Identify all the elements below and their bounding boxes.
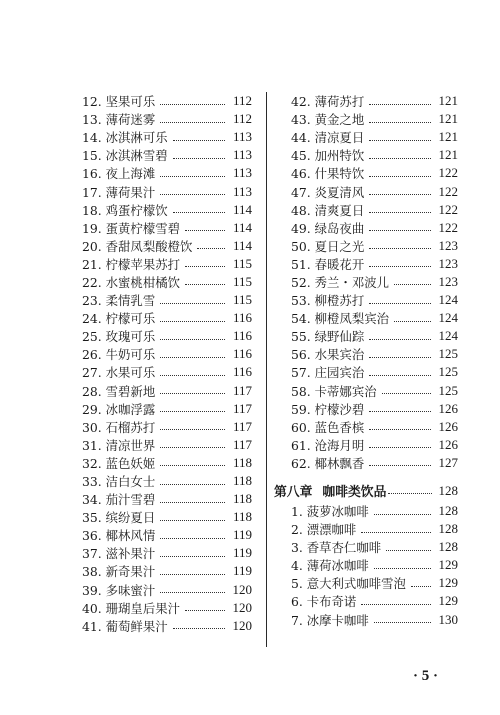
toc-entry[interactable] [82, 164, 252, 182]
dot-leader [374, 514, 431, 515]
toc-entry[interactable] [82, 345, 252, 363]
entry-title: 26. 牛奶可乐 [82, 347, 156, 363]
toc-entry[interactable] [274, 273, 458, 291]
entry-page: 112 [232, 111, 252, 127]
toc-entry[interactable] [274, 502, 458, 520]
entry-page: 118 [232, 491, 252, 507]
toc-entry[interactable] [82, 544, 252, 562]
dot-leader [369, 176, 431, 177]
toc-entry[interactable] [82, 255, 252, 273]
toc-entry[interactable] [274, 418, 458, 436]
dot-leader [160, 321, 225, 322]
entry-title: 24. 柠檬可乐 [82, 311, 156, 327]
toc-entry[interactable] [274, 201, 458, 219]
entry-page: 117 [232, 382, 252, 398]
toc-entry[interactable] [82, 599, 252, 617]
entry-page: 128 [438, 521, 458, 537]
toc-entry[interactable] [274, 164, 458, 182]
entry-title: 39. 多味蜜汁 [82, 582, 156, 598]
entry-title: 38. 新奇果汁 [82, 564, 156, 580]
dot-leader [369, 194, 431, 195]
toc-entry[interactable] [82, 92, 252, 110]
entry-page: 123 [438, 255, 458, 271]
entry-title: 12. 坚果可乐 [82, 94, 156, 110]
entry-page: 129 [438, 593, 458, 609]
entry-page: 114 [232, 237, 252, 253]
dot-leader [369, 411, 431, 412]
toc-entry[interactable] [274, 309, 458, 327]
dot-leader [369, 266, 431, 267]
entry-title: 41. 葡萄鲜果汁 [82, 618, 168, 634]
entry-title: 14. 冰淇淋可乐 [82, 130, 168, 146]
entry-title: 59. 柠檬沙碧 [291, 401, 365, 417]
toc-left-column [82, 92, 252, 635]
toc-entry[interactable] [82, 562, 252, 580]
column-divider [266, 92, 267, 647]
toc-entry[interactable] [82, 454, 252, 472]
dot-leader [185, 610, 225, 611]
entry-page: 125 [438, 382, 458, 398]
toc-entry[interactable] [82, 418, 252, 436]
entry-title: 62. 椰林飘香 [291, 455, 365, 471]
dot-leader [160, 574, 225, 575]
entry-page: 122 [438, 219, 458, 235]
entry-page: 120 [232, 581, 252, 597]
entry-page: 128 [438, 539, 458, 555]
entry-title: 1. 菠萝冰咖啡 [291, 504, 369, 520]
dot-leader [394, 321, 431, 322]
toc-entry[interactable] [82, 436, 252, 454]
entry-page: 125 [438, 364, 458, 380]
entry-page: 126 [438, 400, 458, 416]
toc-entry[interactable] [82, 146, 252, 164]
toc-entry[interactable] [274, 382, 458, 400]
toc-entry[interactable] [82, 237, 252, 255]
entry-title: 36. 椰林风情 [82, 528, 156, 544]
entry-title: 33. 洁白女士 [82, 474, 156, 490]
entry-page: 113 [232, 165, 252, 181]
entry-page: 121 [438, 93, 458, 109]
dot-leader [160, 411, 225, 412]
entry-page: 119 [232, 527, 252, 543]
entry-title: 60. 蓝色香槟 [291, 419, 365, 435]
dot-leader [361, 532, 431, 533]
toc-entry[interactable] [274, 592, 458, 610]
entry-page: 113 [232, 183, 252, 199]
entry-page: 130 [438, 611, 458, 627]
entry-title: 40. 珊瑚皇后果汁 [82, 600, 180, 616]
entry-page: 127 [438, 454, 458, 470]
toc-entry[interactable] [82, 508, 252, 526]
toc-entry[interactable] [274, 363, 458, 381]
dot-leader [411, 586, 431, 587]
entry-page: 129 [438, 557, 458, 573]
dot-leader [369, 122, 431, 123]
entry-title: 4. 薄荷冰咖啡 [291, 558, 369, 574]
entry-title: 22. 水蜜桃柑橘饮 [82, 274, 180, 290]
toc-entry[interactable] [82, 526, 252, 544]
entry-page: 116 [232, 364, 252, 380]
dot-leader [173, 212, 225, 213]
toc-entry[interactable] [82, 182, 252, 200]
toc-entry[interactable] [82, 201, 252, 219]
entry-title: 19. 蛋黄柠檬雪碧 [82, 220, 180, 236]
toc-entry[interactable] [82, 110, 252, 128]
entry-title: 54. 柳橙凤梨宾治 [291, 311, 389, 327]
dot-leader [369, 375, 431, 376]
entry-page: 119 [232, 545, 252, 561]
toc-right-entries [274, 92, 458, 472]
dot-leader [173, 628, 225, 629]
entry-title: 53. 柳橙苏打 [291, 293, 365, 309]
dot-leader [369, 339, 431, 340]
entry-page: 123 [438, 237, 458, 253]
dot-leader [369, 357, 431, 358]
dot-leader [185, 230, 225, 231]
dot-leader [160, 375, 225, 376]
entry-title: 35. 缤纷夏日 [82, 510, 156, 526]
entry-title: 2. 漂漂咖啡 [291, 522, 357, 538]
entry-title: 16. 夜上海滩 [82, 166, 156, 182]
entry-page: 113 [232, 129, 252, 145]
entry-page: 116 [232, 346, 252, 362]
dot-leader [369, 429, 431, 430]
entry-title: 45. 加州特饮 [291, 148, 365, 164]
entry-page: 122 [438, 165, 458, 181]
toc-entry[interactable] [274, 436, 458, 454]
dot-leader [160, 556, 225, 557]
page-number: · 5 · [413, 668, 439, 684]
toc-right-column [274, 92, 458, 629]
dot-leader [160, 357, 225, 358]
dot-leader [160, 104, 225, 105]
toc-entry[interactable] [82, 291, 252, 309]
toc-entry[interactable] [274, 146, 458, 164]
toc-entry[interactable] [274, 182, 458, 200]
toc-entry[interactable] [82, 309, 252, 327]
toc-entry[interactable] [274, 556, 458, 574]
entry-title: 44. 清凉夏日 [291, 130, 365, 146]
entry-page: 118 [232, 454, 252, 470]
dot-leader [374, 568, 431, 569]
entry-title: 18. 鸡蛋柠檬饮 [82, 202, 168, 218]
entry-title: 30. 石榴苏打 [82, 419, 156, 435]
entry-page: 121 [438, 111, 458, 127]
chapter-title: 咖啡类饮品 [322, 485, 387, 501]
entry-page: 117 [232, 418, 252, 434]
toc-entry[interactable] [274, 92, 458, 110]
entry-title: 21. 柠檬苹果苏打 [82, 256, 180, 272]
dot-leader [160, 447, 225, 448]
toc-entry[interactable] [82, 581, 252, 599]
dot-leader [160, 465, 225, 466]
dot-leader [197, 248, 225, 249]
entry-page: 115 [232, 255, 252, 271]
entry-page: 129 [438, 575, 458, 591]
entry-title: 51. 春暖花开 [291, 256, 365, 272]
dot-leader [185, 284, 225, 285]
entry-page: 120 [232, 599, 252, 615]
dot-leader [160, 484, 225, 485]
entry-title: 23. 柔情乳雪 [82, 293, 156, 309]
toc-entry[interactable] [82, 400, 252, 418]
toc-entry[interactable] [274, 327, 458, 345]
dot-leader [369, 248, 431, 249]
entry-title: 58. 卡蒂娜宾治 [291, 383, 377, 399]
dot-leader [160, 502, 225, 503]
dot-leader [386, 550, 431, 551]
dot-leader [369, 140, 431, 141]
dot-leader [369, 212, 431, 213]
dot-leader [374, 622, 431, 623]
chapter-entries [274, 502, 458, 629]
chapter-label: 第八章 [274, 485, 313, 501]
entry-page: 118 [232, 473, 252, 489]
entry-title: 43. 黄金之地 [291, 112, 365, 128]
toc-entry[interactable] [82, 128, 252, 146]
dot-leader [160, 393, 225, 394]
entry-page: 121 [438, 129, 458, 145]
entry-page: 112 [232, 93, 252, 109]
dot-leader [160, 194, 225, 195]
entry-title: 47. 炎夏清风 [291, 184, 365, 200]
entry-page: 116 [232, 328, 252, 344]
dot-leader [369, 158, 431, 159]
entry-title: 50. 夏日之光 [291, 238, 365, 254]
toc-entry[interactable] [82, 363, 252, 381]
entry-page: 120 [232, 617, 252, 633]
entry-title: 6. 卡布奇诺 [291, 594, 357, 610]
dot-leader [369, 303, 431, 304]
entry-title: 57. 庄园宾治 [291, 365, 365, 381]
entry-title: 3. 香草杏仁咖啡 [291, 540, 382, 556]
entry-title: 55. 绿野仙踪 [291, 329, 365, 345]
toc-entry[interactable] [274, 454, 458, 472]
toc-entry[interactable] [274, 520, 458, 538]
entry-title: 15. 冰淇淋雪碧 [82, 148, 168, 164]
dot-leader [160, 122, 225, 123]
entry-page: 128 [438, 503, 458, 519]
dot-leader [173, 140, 225, 141]
dot-leader [369, 447, 431, 448]
entry-page: 118 [232, 509, 252, 525]
entry-page: 124 [438, 328, 458, 344]
chapter-page: 128 [438, 482, 458, 498]
entry-page: 117 [232, 436, 252, 452]
toc-entry[interactable] [82, 472, 252, 490]
toc-entry[interactable] [82, 219, 252, 237]
entry-title: 56. 水果宾治 [291, 347, 365, 363]
entry-page: 124 [438, 292, 458, 308]
entry-page: 122 [438, 201, 458, 217]
entry-title: 20. 香甜凤梨酸橙饮 [82, 238, 193, 254]
entry-title: 29. 冰咖浮露 [82, 401, 156, 417]
entry-title: 7. 冰摩卡咖啡 [291, 612, 369, 628]
entry-page: 115 [232, 292, 252, 308]
toc-entry[interactable] [274, 538, 458, 556]
dot-leader [382, 393, 431, 394]
toc-entry[interactable] [274, 400, 458, 418]
entry-title: 52. 秀兰・邓波儿 [291, 274, 389, 290]
entry-title: 61. 沧海月明 [291, 437, 365, 453]
entry-page: 124 [438, 310, 458, 326]
entry-title: 49. 绿岛夜曲 [291, 220, 365, 236]
toc-entry[interactable] [274, 110, 458, 128]
toc-entry[interactable] [274, 574, 458, 592]
entry-page: 119 [232, 563, 252, 579]
dot-leader [388, 493, 432, 494]
entry-page: 117 [232, 400, 252, 416]
dot-leader [369, 230, 431, 231]
entry-title: 32. 蓝色妖姬 [82, 455, 156, 471]
entry-title: 42. 薄荷苏打 [291, 94, 365, 110]
dot-leader [394, 284, 431, 285]
entry-title: 46. 什果特饮 [291, 166, 365, 182]
chapter-heading[interactable] [274, 480, 458, 502]
toc-entry[interactable] [82, 382, 252, 400]
entry-title: 48. 清爽夏日 [291, 202, 365, 218]
entry-page: 123 [438, 273, 458, 289]
entry-title: 27. 水果可乐 [82, 365, 156, 381]
entry-page: 121 [438, 147, 458, 163]
entry-page: 114 [232, 201, 252, 217]
toc-entry[interactable] [82, 327, 252, 345]
toc-entry[interactable] [274, 128, 458, 146]
dot-leader [369, 104, 431, 105]
entry-page: 116 [232, 310, 252, 326]
entry-page: 113 [232, 147, 252, 163]
toc-entry[interactable] [82, 617, 252, 635]
dot-leader [185, 266, 225, 267]
dot-leader [369, 465, 431, 466]
dot-leader [173, 158, 225, 159]
dot-leader [160, 520, 225, 521]
entry-page: 125 [438, 346, 458, 362]
dot-leader [160, 538, 225, 539]
toc-entry[interactable] [274, 611, 458, 629]
entry-title: 17. 薄荷果汁 [82, 184, 156, 200]
entry-title: 5. 意大利式咖啡雪泡 [291, 576, 406, 592]
dot-leader [160, 339, 225, 340]
entry-title: 28. 雪碧新地 [82, 383, 156, 399]
entry-page: 122 [438, 183, 458, 199]
toc-entry[interactable] [274, 291, 458, 309]
entry-page: 114 [232, 219, 252, 235]
toc-entry[interactable] [274, 255, 458, 273]
entry-title: 31. 清凉世界 [82, 437, 156, 453]
entry-title: 37. 滋补果汁 [82, 546, 156, 562]
toc-entry[interactable] [274, 345, 458, 363]
entry-title: 25. 玫瑰可乐 [82, 329, 156, 345]
dot-leader [361, 604, 431, 605]
entry-page: 126 [438, 418, 458, 434]
entry-page: 126 [438, 436, 458, 452]
dot-leader [160, 176, 225, 177]
toc-entry[interactable] [274, 219, 458, 237]
dot-leader [160, 592, 225, 593]
entry-page: 115 [232, 273, 252, 289]
toc-entry[interactable] [274, 237, 458, 255]
dot-leader [160, 429, 225, 430]
entry-title: 13. 薄荷迷雾 [82, 112, 156, 128]
toc-entry[interactable] [82, 490, 252, 508]
toc-entry[interactable] [82, 273, 252, 291]
entry-title: 34. 茄汁雪碧 [82, 492, 156, 508]
dot-leader [160, 303, 225, 304]
